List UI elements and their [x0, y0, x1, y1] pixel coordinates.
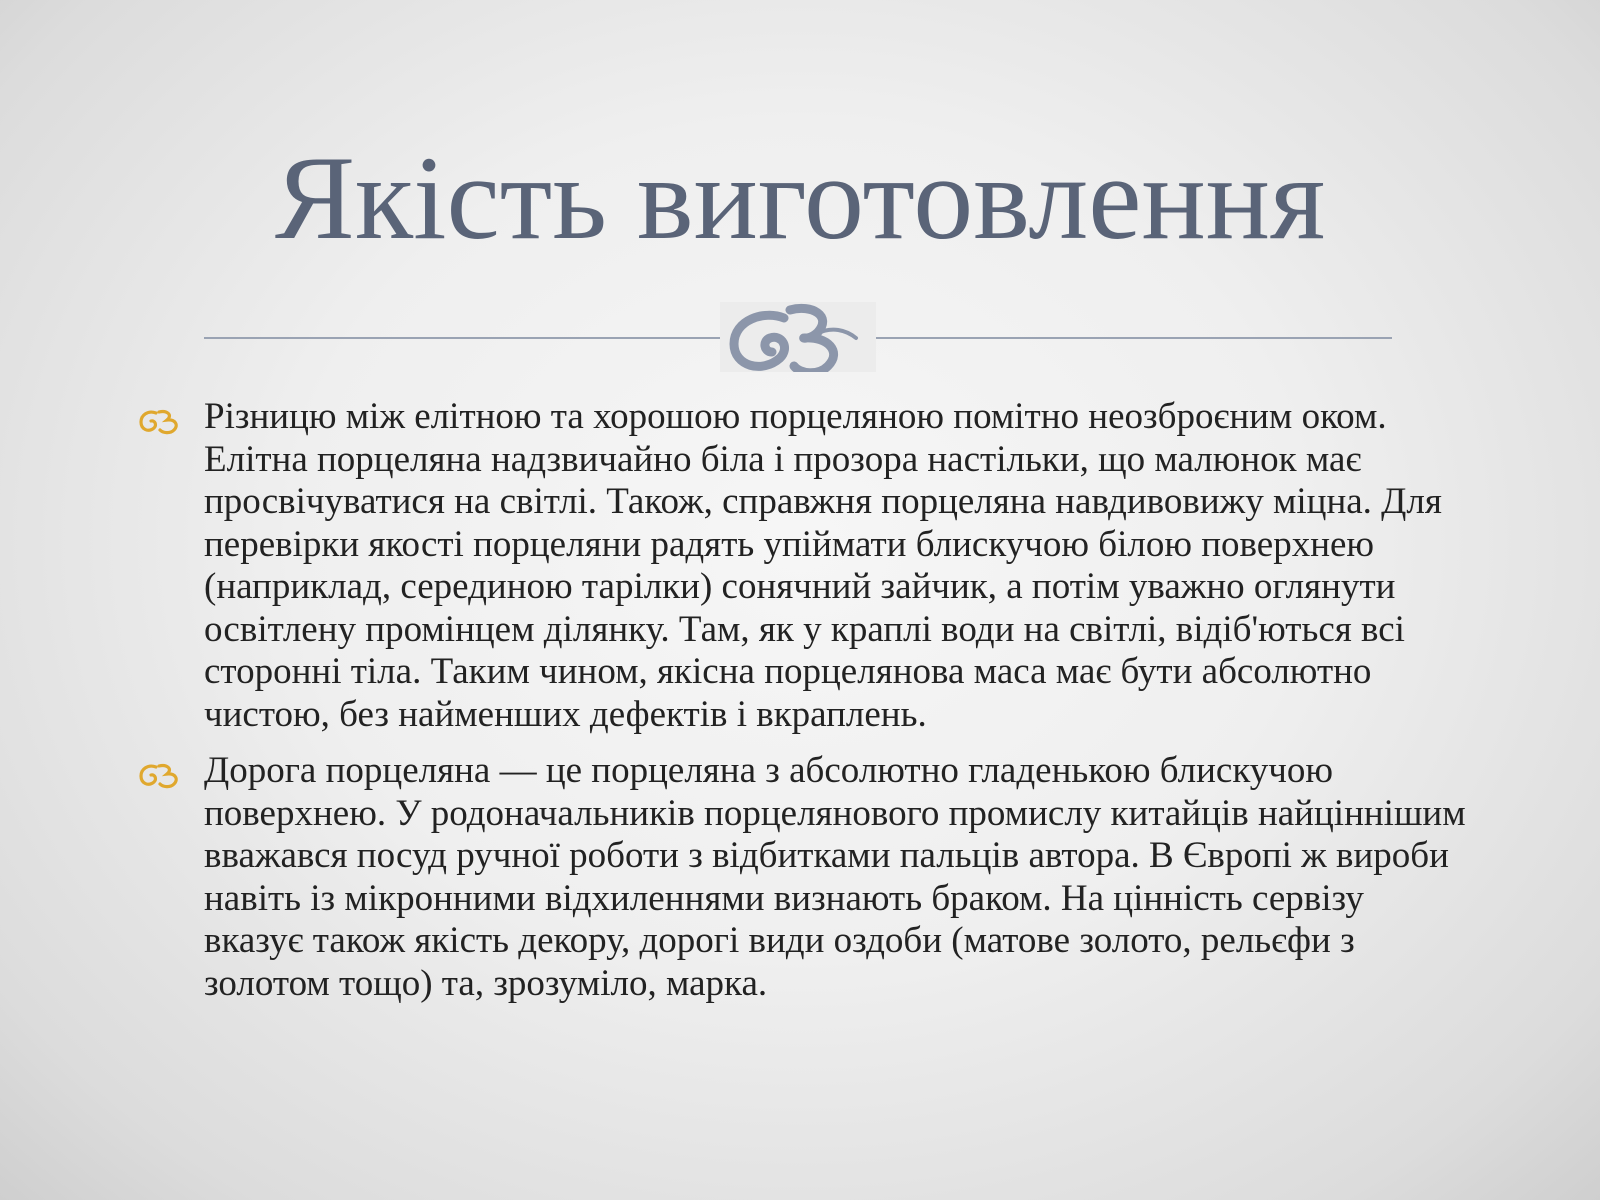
bullet-item: [138, 396, 1468, 736]
slide-title: Якість виготовлення: [274, 131, 1326, 264]
flourish-bullet-icon: [138, 762, 182, 790]
slide-content: [138, 396, 1468, 1019]
bullet-text: Різницю між елітною та хорошою порцеляною помітно неозброєним оком. Елітна порцеляна надзвичайно біла і прозора настільки, що малюнок має просвічуватися на світлі. Також, справжня порцеляна навдивовижу міцна. Для перевірки якості порцеляни радять упіймати блискучою білою поверхнею (наприклад, серединою тарілки) сонячний зайчик, а потім уважно оглянути освітлену промінцем ділянку. Там, як у краплі води на світлі, відіб'ються всі сторонні тіла. Таким чином, якісна порцелянова маса має бути абсолютно чистою, без найменших дефектів і вкраплень.: [204, 396, 1442, 735]
flourish-bullet-icon: [138, 408, 182, 436]
title-divider: [204, 282, 1392, 372]
bullet-item: [138, 750, 1468, 1005]
flourish-ornament-icon: [720, 302, 876, 372]
bullet-text: Дорога порцеляна — це порцеляна з абсолютно гладенькою блискучою поверхнею. У родоначальників порцелянового промислу китайців найціннішим вважався посуд ручної роботи з відбитками пальців автора. В Європі ж вироби навіть із мікронними відхиленнями визнають браком. На цінність сервізу вказує також якість декору, дорогі види оздоби (матове золото, рельєфи з золотом тощо) та, зрозуміло, марка.: [204, 750, 1466, 1004]
